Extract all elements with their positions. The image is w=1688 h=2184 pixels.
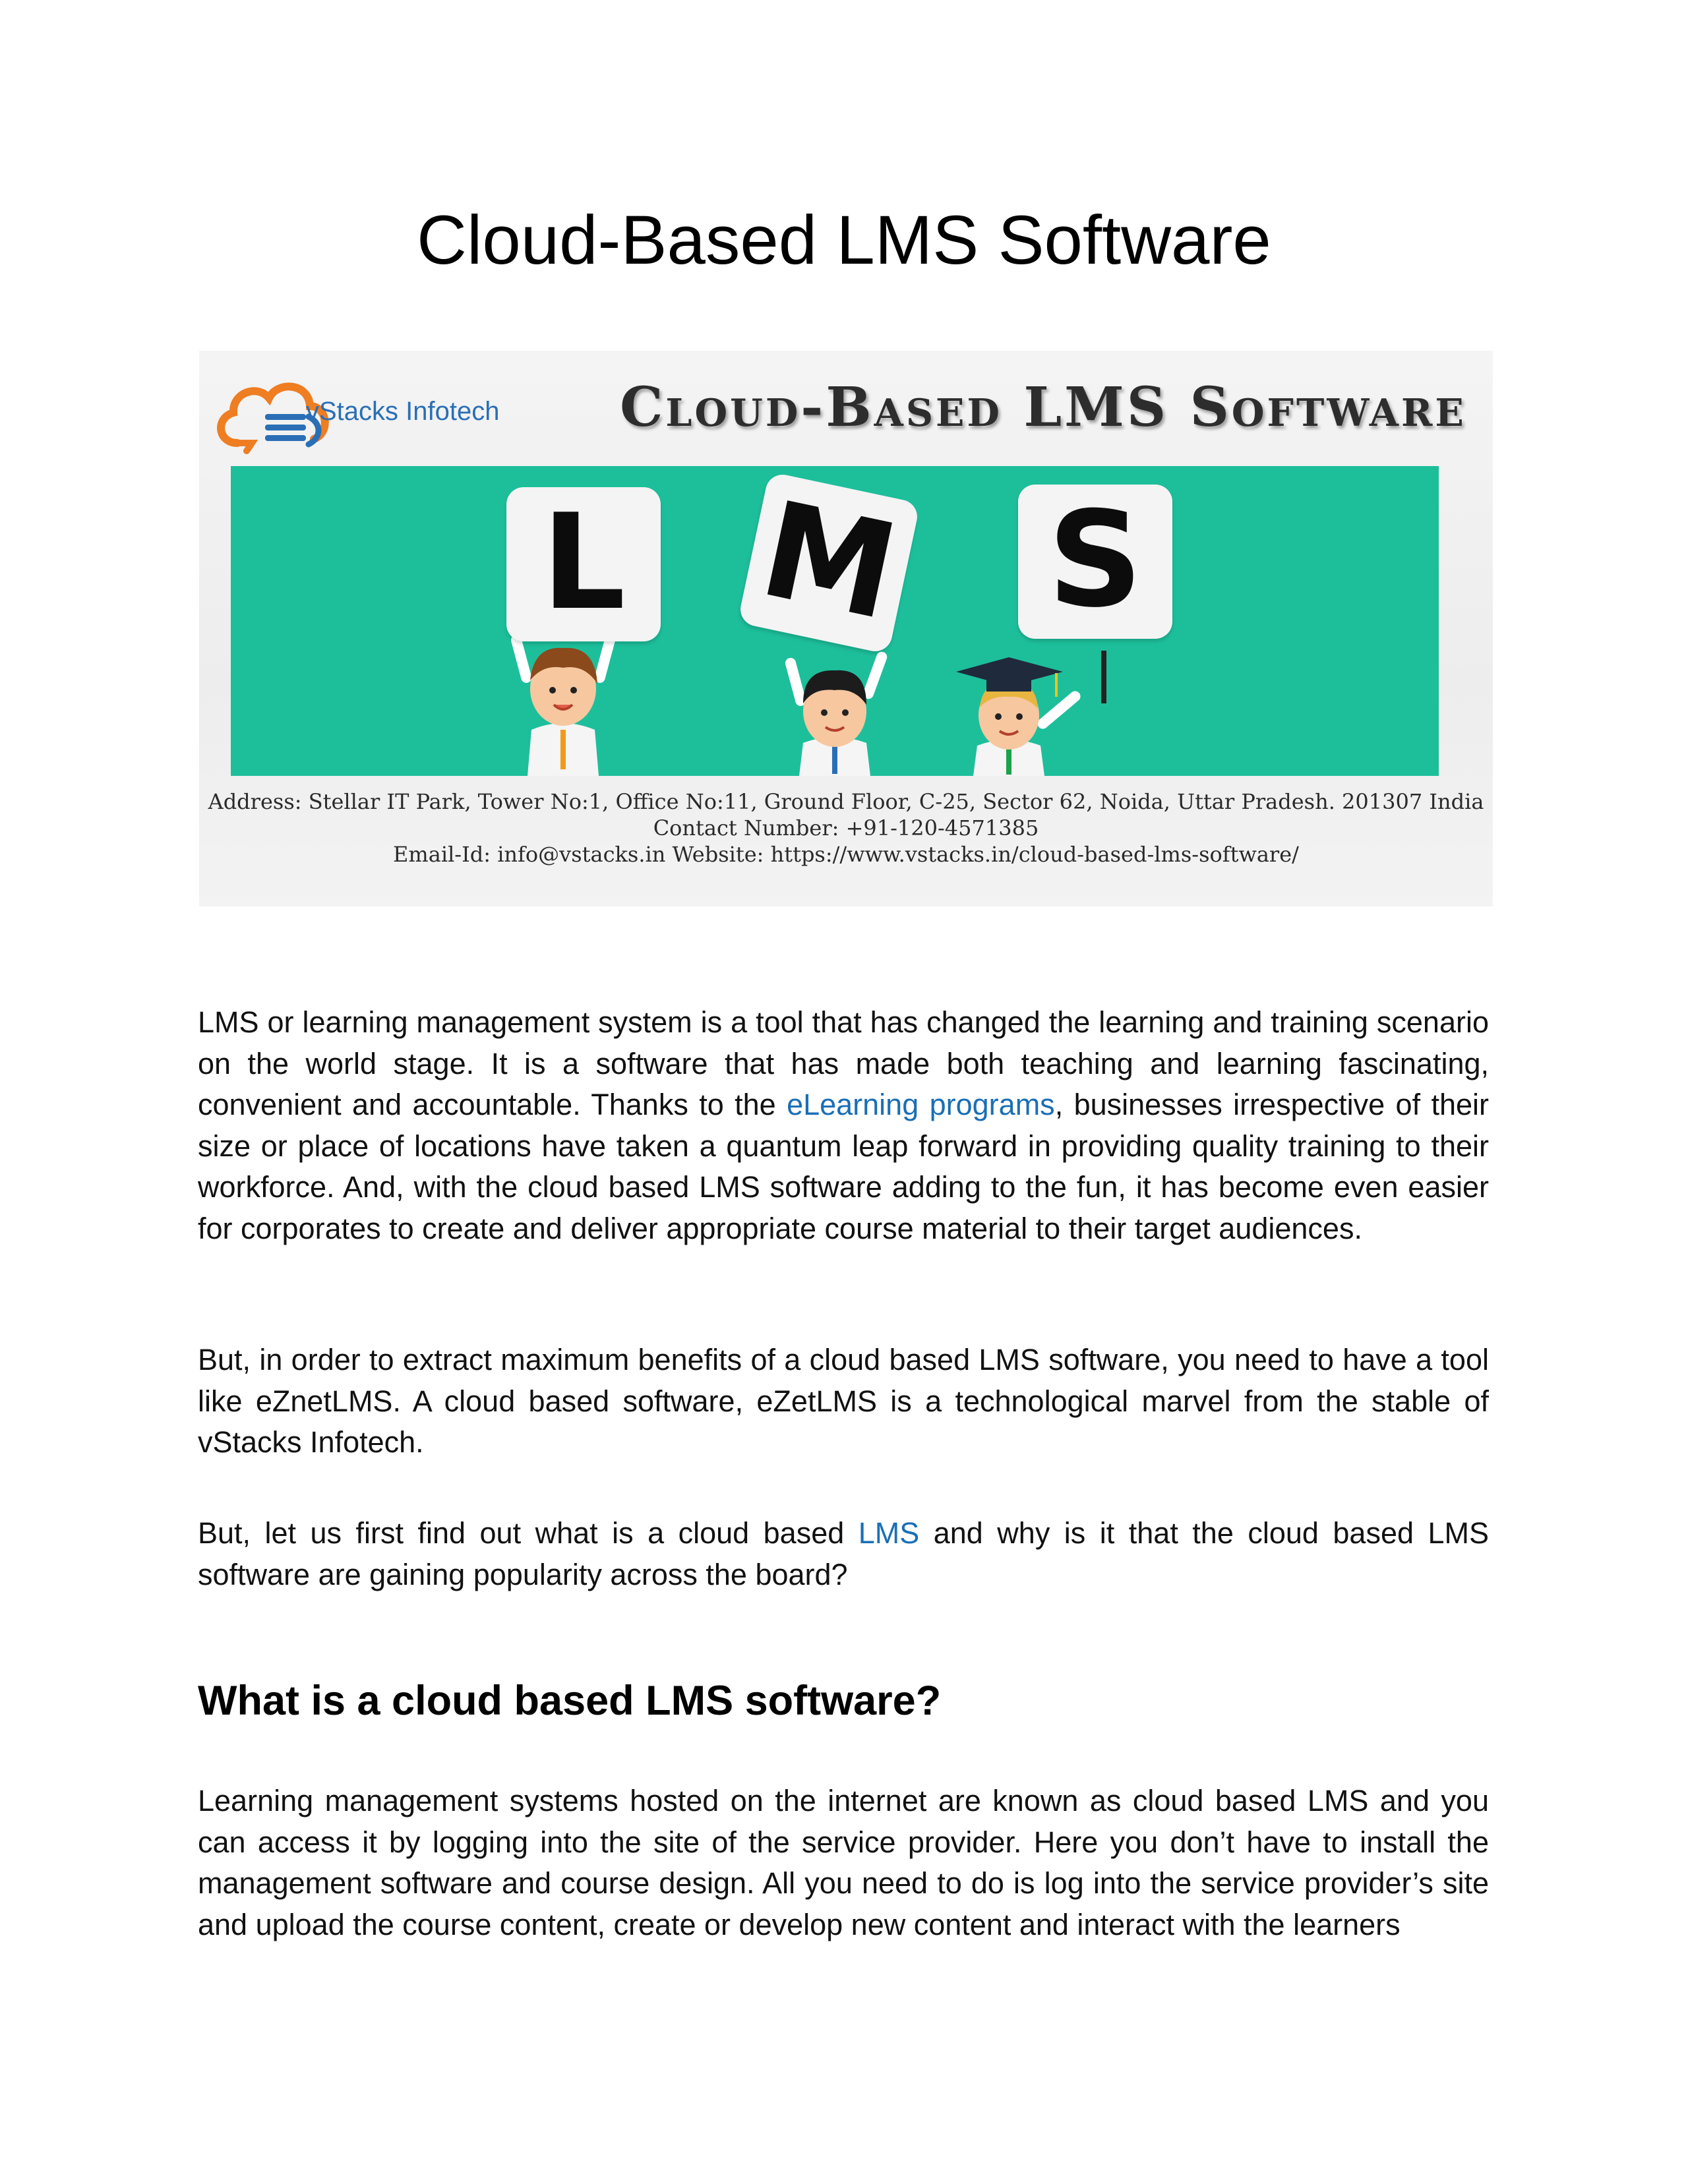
page-title: Cloud-Based LMS Software <box>417 202 1271 279</box>
tile-l: L <box>506 487 661 641</box>
definition-paragraph: Learning management systems hosted on the internet are known as cloud based LMS and you can access it by logging into the site of the service provider. Here you don’t have to install the management software and course design. All you need to do is log into the service provider’s site and upload the course content, create or develop new content and interact with the learners <box>198 1784 1489 1941</box>
student-figure-3 <box>956 651 1106 776</box>
banner-image <box>199 351 1493 906</box>
tile-s: S <box>1018 485 1172 639</box>
lms-link[interactable]: LMS <box>858 1516 920 1550</box>
contact-number-line: Contact Number: +91-120-4571385 <box>653 815 1039 841</box>
lms-illustration-panel <box>231 466 1439 776</box>
elearning-programs-link[interactable]: eLearning programs <box>787 1088 1055 1121</box>
logo-text: vStacks Infotech <box>306 397 500 426</box>
student-figure-1 <box>510 634 617 776</box>
question-paragraph <box>198 1513 1489 1595</box>
email-website-line: Email-Id: info@vstacks.in Website: https://www.vstacks.in/cloud-based-lms-software/ <box>393 842 1299 867</box>
question-text-part-2: and why is it that the cloud based LMS software are gaining popularity across the board? <box>198 1516 1489 1591</box>
tile-m: M <box>737 471 920 655</box>
section-heading: What is a cloud based LMS software? <box>198 1678 942 1724</box>
intro-paragraph <box>198 1002 1489 1249</box>
question-text-part-1: But, let us first find out what is a cloud based <box>198 1516 859 1550</box>
student-figure-2 <box>784 650 888 776</box>
eznetlms-paragraph: But, in order to extract maximum benefits of a cloud based LMS software, you need to have a tool like eZnetLMS. A cloud based software, eZetLMS is a technological marvel from the stable of vStacks Infotech. <box>198 1343 1489 1459</box>
intro-text-part-1: LMS or learning management system is a tool that has changed the learning and training scenario on the world stage. It is a software that has made both teaching and learning fascinating, convenient and accountable. Thanks to the <box>198 1005 1489 1121</box>
address-line: Address: Stellar IT Park, Tower No:1, Office No:11, Ground Floor, C-25, Sector 62, Noida, Uttar Pradesh. 201307 India <box>208 789 1484 814</box>
banner-contact-info <box>199 788 1493 868</box>
intro-text-part-2: , businesses irrespective of their size or place of locations have taken a quantum leap forward in providing quality training to their workforce. And, with the cloud based LMS software adding to the fun, it has become even easier for corporates to create and deliver appropriate course material to their target audiences. <box>198 1088 1489 1245</box>
banner-heading: Cloud-Based LMS Software <box>620 376 1466 439</box>
